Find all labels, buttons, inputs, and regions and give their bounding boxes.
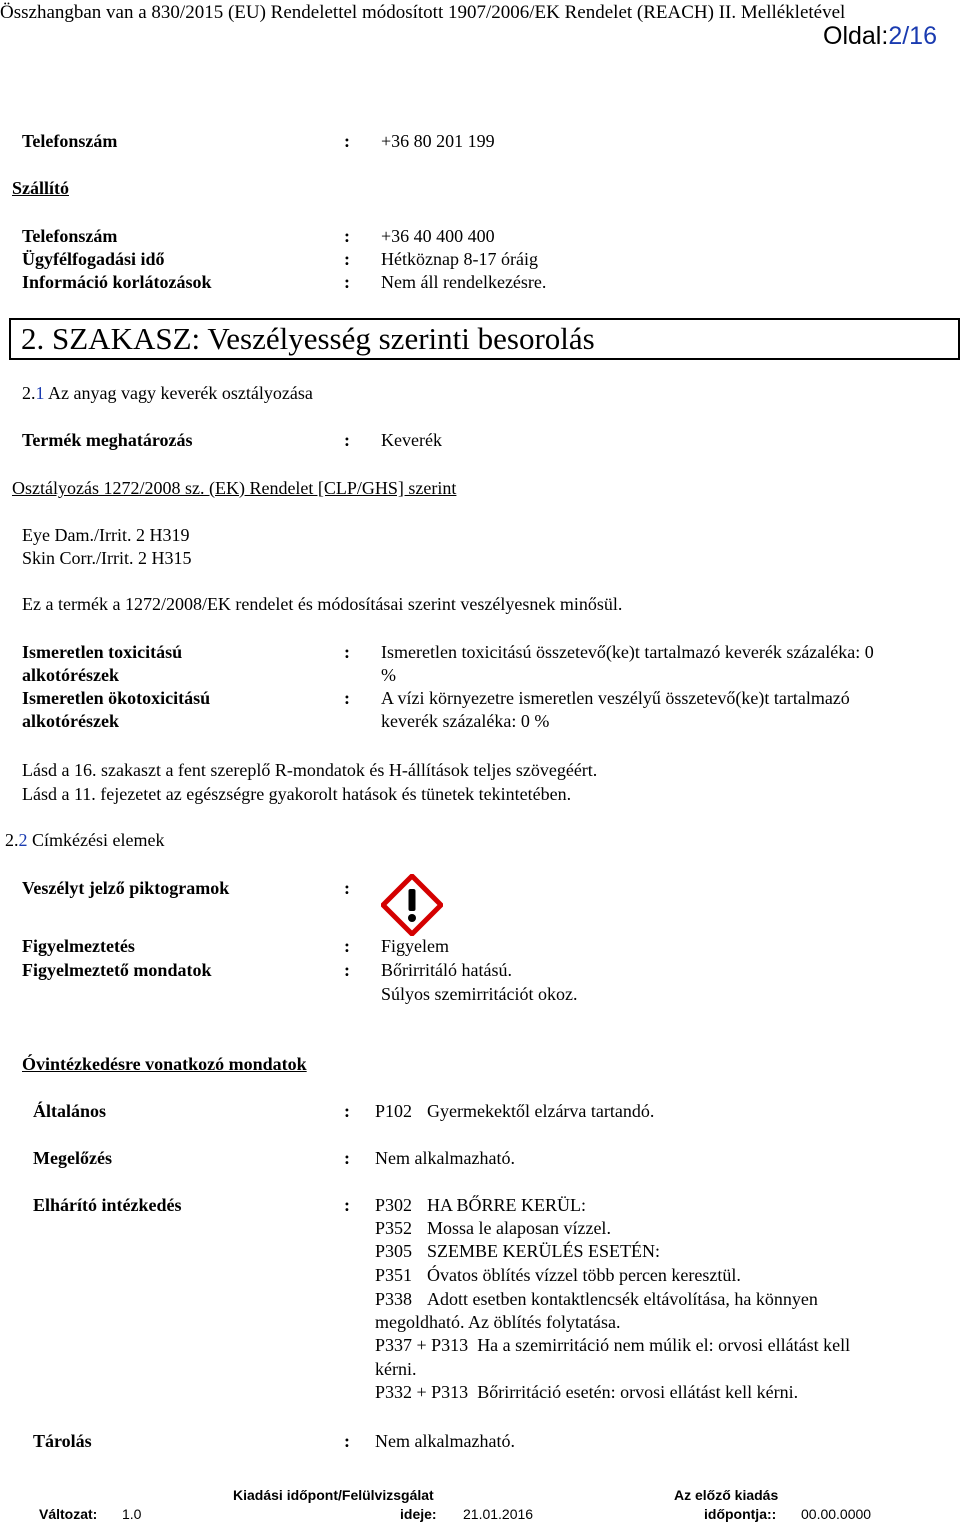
product-value: Keverék — [381, 430, 442, 450]
colon: : — [344, 1101, 350, 1121]
response-label: Elhárító intézkedés — [33, 1195, 182, 1215]
page-indicator — [823, 22, 937, 51]
colon: : — [344, 249, 350, 269]
page-label: Oldal: — [823, 22, 889, 50]
hazard-statement: Ez a termék a 1272/2008/EK rendelet és módosításai szerint veszélyesnek minősül. — [22, 594, 623, 614]
product-label: Termék meghatározás — [22, 430, 193, 450]
pictogram-label: Veszélyt jelző piktogramok — [22, 878, 230, 898]
response-line: P352 Mossa le alaposan vízzel. — [375, 1218, 611, 1238]
hazard-statement-line-1: Bőrirritáló hatású. — [381, 960, 512, 980]
unknown-ecotox-value-cont: keverék százaléka: 0 % — [381, 711, 550, 731]
unknown-tox-value-cont: % — [381, 665, 396, 685]
previous-edition-label-cont: időpontja:: — [704, 1506, 777, 1522]
response-line: P305 SZEMBE KERÜLÉS ESETÉN: — [375, 1241, 660, 1261]
office-hours-label: Ügyfélfogadási idő — [22, 249, 165, 269]
supplier-heading: Szállító — [12, 178, 69, 198]
prevention-label: Megelőzés — [33, 1148, 112, 1168]
office-hours-value: Hétköznap 8-17 óráig — [381, 249, 538, 269]
previous-edition-value: 00.00.0000 — [801, 1506, 872, 1522]
supplier-phone-label: Telefonszám — [22, 226, 118, 246]
page-number: 2/16 — [888, 22, 937, 50]
phone-label: Telefonszám — [22, 131, 118, 151]
previous-edition-label: Az előző kiadás — [674, 1487, 779, 1503]
version-label: Változat: — [39, 1506, 98, 1522]
storage-value: Nem alkalmazható. — [375, 1431, 515, 1451]
info-restrictions-value: Nem áll rendelkezésre. — [381, 272, 547, 292]
unknown-tox-label-cont: alkotórészek — [22, 665, 119, 685]
general-label: Általános — [33, 1101, 107, 1121]
response-line: megoldható. Az öblítés folytatása. — [375, 1312, 621, 1332]
hazard-class-2: Skin Corr./Irrit. 2 H315 — [22, 548, 192, 568]
section-2-heading-box — [9, 318, 960, 360]
issue-date-label-cont: ideje: — [400, 1506, 437, 1522]
unknown-ecotox-value: A vízi környezetre ismeretlen veszélyű összetevő(ke)t tartalmazó — [381, 688, 850, 708]
see-section-11: Lásd a 11. fejezetet az egészségre gyakorolt hatások és tünetek tekintetében. — [22, 784, 572, 804]
colon: : — [344, 688, 350, 708]
section-2-title: 2. SZAKASZ: Veszélyesség szerinti besorolás — [21, 321, 595, 356]
info-restrictions-label: Információ korlátozások — [22, 272, 212, 292]
hazard-statements-label: Figyelmeztető mondatok — [22, 960, 212, 980]
response-line: P338 Adott esetben kontaktlencsék eltávolítása, ha könnyen — [375, 1289, 818, 1309]
colon: : — [344, 878, 350, 898]
colon: : — [344, 1431, 350, 1451]
colon: : — [344, 642, 350, 662]
general-statement: P102 Gyermekektől elzárva tartandó. — [375, 1101, 655, 1121]
colon: : — [344, 226, 350, 246]
regulation-header: Összhangban van a 830/2015 (EU) Rendelettel módosított 1907/2006/EK Rendelet (REACH) II. Mellékletével — [0, 2, 846, 23]
unknown-ecotox-label-cont: alkotórészek — [22, 711, 119, 731]
storage-label: Tárolás — [33, 1431, 92, 1451]
response-line: kérni. — [375, 1359, 417, 1379]
prevention-value: Nem alkalmazható. — [375, 1148, 515, 1168]
colon: : — [344, 936, 350, 956]
supplier-phone-value: +36 40 400 400 — [381, 226, 495, 246]
colon: : — [344, 131, 350, 151]
issue-date-label: Kiadási időpont/Felülvizsgálat — [233, 1487, 434, 1503]
hazard-statement-line-2: Súlyos szemirritációt okoz. — [381, 984, 578, 1004]
signal-word-value: Figyelem — [381, 936, 449, 956]
see-section-16: Lásd a 16. szakaszt a fent szereplő R-mondatok és H-állítások teljes szövegéért. — [22, 760, 598, 780]
signal-word-label: Figyelmeztetés — [22, 936, 135, 956]
colon: : — [344, 960, 350, 980]
colon: : — [344, 1148, 350, 1168]
ghs07-exclamation-mark-icon — [381, 874, 443, 936]
response-line: P302 HA BŐRRE KERÜL: — [375, 1195, 587, 1215]
hazard-class-1: Eye Dam./Irrit. 2 H319 — [22, 525, 190, 545]
unknown-ecotox-label: Ismeretlen ökotoxicitású — [22, 688, 211, 708]
unknown-tox-value: Ismeretlen toxicitású összetevő(ke)t tartalmazó keverék százaléka: 0 — [381, 642, 874, 662]
issue-date-value: 21.01.2016 — [463, 1506, 534, 1522]
colon: : — [344, 1195, 350, 1215]
subsection-2-1-title: 2.1 Az anyag vagy keverék osztályozása — [22, 383, 313, 403]
classification-heading: Osztályozás 1272/2008 sz. (EK) Rendelet [CLP/GHS] szerint — [12, 478, 457, 498]
phone-value: +36 80 201 199 — [381, 131, 495, 151]
response-line: P337 + P313 Ha a szemirritáció nem múlik el: orvosi ellátást kell — [375, 1335, 851, 1355]
colon: : — [344, 430, 350, 450]
version-value: 1.0 — [122, 1506, 142, 1522]
precautionary-heading: Óvintézkedésre vonatkozó mondatok — [22, 1054, 307, 1074]
unknown-tox-label: Ismeretlen toxicitású — [22, 642, 183, 662]
response-line: P332 + P313 Bőrirritáció esetén: orvosi ellátást kell kérni. — [375, 1382, 799, 1402]
colon: : — [344, 272, 350, 292]
subsection-2-2-title: 2.2 Címkézési elemek — [5, 830, 165, 850]
response-line: P351 Óvatos öblítés vízzel több percen keresztül. — [375, 1265, 741, 1285]
